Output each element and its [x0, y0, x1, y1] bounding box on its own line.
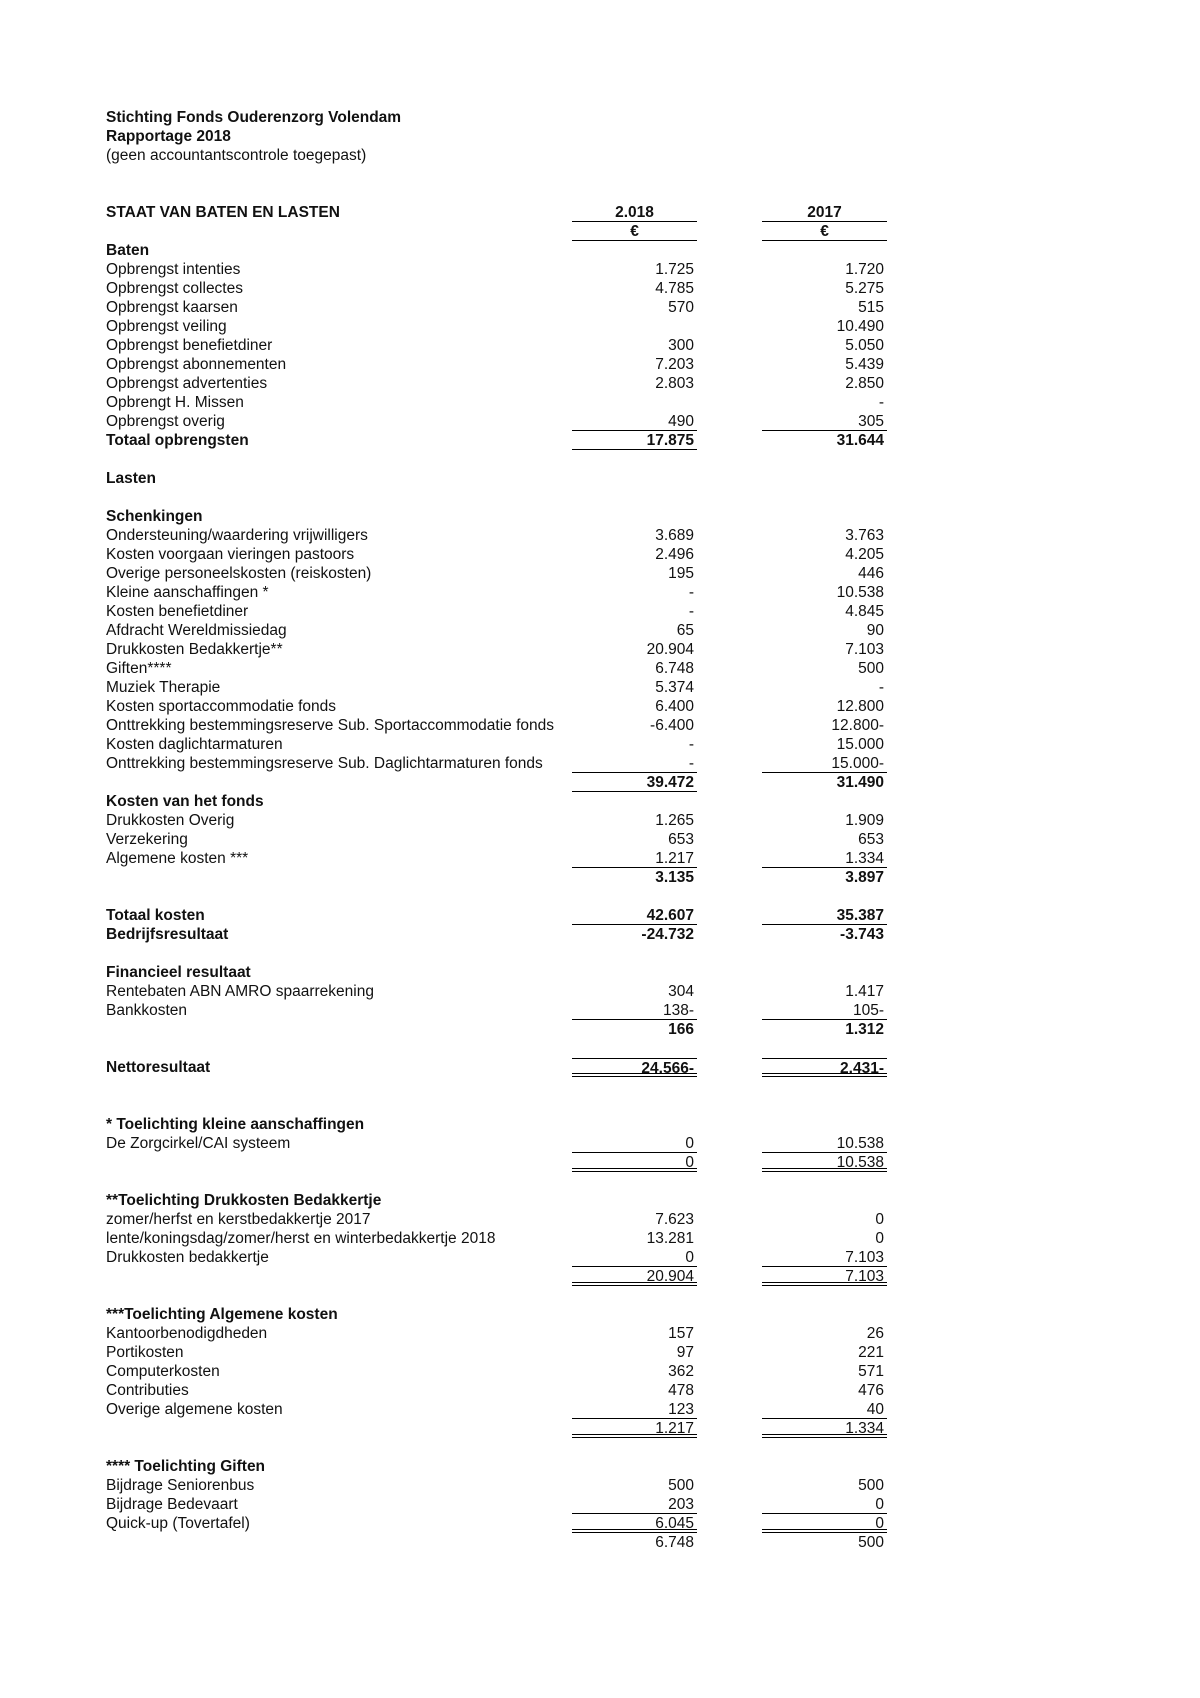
value-2017: 653: [858, 831, 884, 848]
row-label: **Toelichting Drukkosten Bedakkertje: [106, 1192, 382, 1209]
value-2018: 0: [572, 1153, 697, 1172]
statement-row: [106, 564, 886, 583]
statement-row: [106, 583, 886, 602]
statement-row: [106, 1476, 886, 1495]
value-2017: 2.850: [845, 375, 884, 392]
value-2017: 12.800: [836, 698, 884, 715]
report-title: Rapportage 2018: [106, 128, 231, 145]
value-2018: 0: [572, 1248, 697, 1267]
statement-row: [106, 1324, 886, 1343]
value-2017: 15.000-: [762, 754, 887, 773]
value-2017: 5.050: [845, 337, 884, 354]
row-label: Portikosten: [106, 1344, 184, 1361]
row-label: Kleine aanschaffingen *: [106, 584, 269, 601]
value-2017: 12.800-: [831, 717, 884, 734]
statement-subtotal-row: [106, 1077, 886, 1096]
row-label: Overige personeelskosten (reiskosten): [106, 565, 372, 582]
value-2018: 362: [668, 1363, 694, 1380]
row-label: Totaal opbrengsten: [106, 432, 249, 449]
statement-row: [106, 1058, 886, 1077]
value-2017: 105-: [762, 1001, 887, 1020]
statement-row: [106, 1495, 886, 1514]
row-label: Opbrengst abonnementen: [106, 356, 287, 373]
value-2017: 0: [762, 1495, 887, 1514]
statement-row: [106, 1248, 886, 1267]
statement-row: [106, 507, 886, 526]
statement-row: [106, 811, 886, 830]
value-2018: 7.623: [655, 1211, 694, 1228]
value-2017: 3.897: [845, 869, 884, 886]
column-header-2017: 2017: [762, 203, 887, 222]
statement-subtotal-row: [106, 1020, 886, 1039]
value-2018: 65: [676, 622, 694, 639]
statement-row: [106, 602, 886, 621]
value-2017: 221: [858, 1344, 884, 1361]
row-label: Totaal kosten: [106, 907, 205, 924]
value-2018: 304: [668, 983, 694, 1000]
row-label: Giften****: [106, 660, 172, 677]
value-2017: 446: [858, 565, 884, 582]
value-2017: 305: [762, 412, 887, 431]
statement-row: [106, 963, 886, 982]
statement-row: [106, 1305, 886, 1324]
value-2017: 1.417: [845, 983, 884, 1000]
value-2018: 157: [668, 1325, 694, 1342]
value-2017: 10.490: [836, 318, 884, 335]
row-label: Rentebaten ABN AMRO spaarrekening: [106, 983, 374, 1000]
statement-row: [106, 526, 886, 545]
statement-row: [106, 1229, 886, 1248]
statement-row: [106, 374, 886, 393]
value-2017: 1.334: [762, 849, 887, 868]
statement-row: [106, 716, 886, 735]
statement-row: [106, 925, 886, 944]
value-2018: 500: [668, 1477, 694, 1494]
value-2017: 476: [858, 1382, 884, 1399]
row-label: Opbrengst collectes: [106, 280, 243, 297]
row-label: Ondersteuning/waardering vrijwilligers: [106, 527, 368, 544]
value-2017: 1.334: [762, 1419, 887, 1438]
statement-row: [106, 1400, 886, 1419]
statement-row: [106, 1457, 886, 1476]
value-2018: -24.732: [641, 926, 694, 943]
row-label: * Toelichting kleine aanschaffingen: [106, 1116, 365, 1133]
row-label: lente/koningsdag/zomer/herst en winterbedakkertje 2018: [106, 1230, 496, 1247]
value-2018: 300: [668, 337, 694, 354]
row-label: Quick-up (Tovertafel): [106, 1515, 250, 1532]
statement-row: [106, 906, 886, 925]
statement-row: [106, 735, 886, 754]
row-label: Opbrengst benefietdiner: [106, 337, 273, 354]
value-2017: 1.312: [845, 1021, 884, 1038]
value-2018: -: [688, 736, 694, 753]
statement-subtotal-row: [106, 773, 886, 792]
row-label: Lasten: [106, 470, 156, 487]
row-label: Bankkosten: [106, 1002, 187, 1019]
value-2017: 1.720: [845, 261, 884, 278]
statement-row: [106, 792, 886, 811]
value-2017: 31.490: [836, 774, 884, 791]
value-2018: -: [688, 584, 694, 601]
statement-row: [106, 393, 886, 412]
statement-row: [106, 1514, 886, 1533]
statement-row: [106, 1381, 886, 1400]
statement-row: [106, 260, 886, 279]
value-2018: 7.203: [655, 356, 694, 373]
statement-subtotal-row: [106, 868, 886, 887]
value-2018: 4.785: [655, 280, 694, 297]
row-label: Bedrijfsresultaat: [106, 926, 229, 943]
row-label: Schenkingen: [106, 508, 203, 525]
statement-row: [106, 1001, 886, 1020]
row-label: Opbrengst intenties: [106, 261, 241, 278]
row-label: Opbrengst overig: [106, 413, 225, 430]
row-label: Drukkosten bedakkertje: [106, 1249, 269, 1266]
statement-row: [106, 298, 886, 317]
statement-row: [106, 317, 886, 336]
row-label: Afdracht Wereldmissiedag: [106, 622, 287, 639]
statement-row: [106, 1210, 886, 1229]
value-2017: -: [878, 394, 884, 411]
row-label: Drukkosten Bedakkertje**: [106, 641, 283, 658]
statement-subtotal-row: [106, 1172, 886, 1191]
value-2017: 7.103: [762, 1248, 887, 1267]
statement-row: [106, 431, 886, 450]
statement-subtotal-row: [106, 488, 886, 507]
statement-subtotal-row: [106, 1039, 886, 1058]
value-2018: 39.472: [572, 773, 697, 792]
value-2018: [572, 317, 697, 336]
row-label: Kantoorbenodigdheden: [106, 1325, 268, 1342]
value-2018: 166: [668, 1021, 694, 1038]
statement-title: STAAT VAN BATEN EN LASTEN: [106, 204, 340, 221]
row-label: Drukkosten Overig: [106, 812, 235, 829]
statement-row: [106, 982, 886, 1001]
row-label: Bijdrage Seniorenbus: [106, 1477, 255, 1494]
value-2018: 1.265: [655, 812, 694, 829]
currency-row: [106, 222, 886, 241]
row-label: Kosten daglichtarmaturen: [106, 736, 283, 753]
audit-note: (geen accountantscontrole toegepast): [106, 147, 367, 164]
value-2017: 4.845: [845, 603, 884, 620]
value-2017: 2.431-: [762, 1058, 887, 1077]
value-2018: 3.689: [655, 527, 694, 544]
statement-row: [106, 678, 886, 697]
row-label: Opbrengst veiling: [106, 318, 227, 335]
value-2018: [572, 393, 697, 412]
value-2017: 0: [762, 1514, 887, 1533]
statement-subtotal-row: [106, 1438, 886, 1457]
statement-row: [106, 336, 886, 355]
value-2018: 20.904: [646, 641, 694, 658]
value-2018: 6.045: [572, 1514, 697, 1533]
statement-row: [106, 545, 886, 564]
row-label: Opbrengst kaarsen: [106, 299, 238, 316]
statement-row: [106, 754, 886, 773]
statement-row: [106, 1343, 886, 1362]
statement-row: [106, 830, 886, 849]
statement-row: [106, 849, 886, 868]
value-2018: 6.748: [655, 1534, 694, 1551]
value-2017: 10.538: [762, 1153, 887, 1172]
value-2018: 3.135: [655, 869, 694, 886]
statement-row: [106, 469, 886, 488]
value-2018: 123: [572, 1400, 697, 1419]
value-2018: -: [572, 754, 697, 773]
statement-row: [106, 659, 886, 678]
row-label: De Zorgcirkel/CAI systeem: [106, 1135, 291, 1152]
value-2018: 2.803: [655, 375, 694, 392]
row-label: ***Toelichting Algemene kosten: [106, 1306, 338, 1323]
value-2018: 570: [668, 299, 694, 316]
value-2017: 1.909: [845, 812, 884, 829]
row-label: Opbrengt H. Missen: [106, 394, 244, 411]
row-label: Verzekering: [106, 831, 188, 848]
value-2017: -3.743: [840, 926, 884, 943]
currency-symbol: €: [572, 222, 697, 241]
value-2017: 10.538: [762, 1134, 887, 1153]
value-2018: 203: [572, 1495, 697, 1514]
value-2017: -: [878, 679, 884, 696]
value-2018: 195: [668, 565, 694, 582]
value-2018: 490: [572, 412, 697, 431]
value-2017: 26: [866, 1325, 884, 1342]
row-label: Bijdrage Bedevaart: [106, 1496, 238, 1513]
organization-name: Stichting Fonds Ouderenzorg Volendam: [106, 109, 402, 126]
statement-subtotal-row: [106, 887, 886, 906]
value-2018: 653: [668, 831, 694, 848]
value-2017: 5.275: [845, 280, 884, 297]
row-label: Contributies: [106, 1382, 189, 1399]
statement-row: [106, 1191, 886, 1210]
value-2018: -6.400: [650, 717, 694, 734]
value-2018: 0: [572, 1134, 697, 1153]
value-2017: 31.644: [836, 432, 884, 449]
row-label: Nettoresultaat: [106, 1059, 211, 1076]
value-2018: 5.374: [655, 679, 694, 696]
statement-subtotal-row: [106, 944, 886, 963]
statement-subtotal-row: [106, 450, 886, 469]
statement-row: [106, 1362, 886, 1381]
value-2017: 500: [858, 660, 884, 677]
statement-row: [106, 1115, 886, 1134]
statement-subtotal-row: [106, 1419, 886, 1438]
row-label: Algemene kosten ***: [106, 850, 249, 867]
statement-row: [106, 241, 886, 260]
value-2017: 0: [875, 1230, 884, 1247]
statement-row: [106, 279, 886, 298]
value-2017: 0: [875, 1211, 884, 1228]
statement-subtotal-row: [106, 1533, 886, 1552]
row-label: zomer/herfst en kerstbedakkertje 2017: [106, 1211, 371, 1228]
value-2018: 138-: [572, 1001, 697, 1020]
statement-row: [106, 697, 886, 716]
row-label: Muziek Therapie: [106, 679, 221, 696]
statement-subtotal-row: [106, 1286, 886, 1305]
value-2018: 1.725: [655, 261, 694, 278]
value-2017: 40: [762, 1400, 887, 1419]
value-2017: 3.763: [845, 527, 884, 544]
statement-row: [106, 355, 886, 374]
statement-subtotal-row: [106, 1096, 886, 1115]
statement-row: [106, 621, 886, 640]
value-2018: 17.875: [572, 431, 697, 450]
value-2017: 7.103: [845, 641, 884, 658]
value-2018: 6.748: [655, 660, 694, 677]
row-label: Onttrekking bestemmingsreserve Sub. Sportaccommodatie fonds: [106, 717, 554, 734]
statement-row: [106, 640, 886, 659]
value-2017: 90: [866, 622, 884, 639]
statement-row: [106, 1134, 886, 1153]
row-label: Opbrengst advertenties: [106, 375, 268, 392]
value-2017: 35.387: [762, 906, 887, 925]
value-2018: 24.566-: [572, 1058, 697, 1077]
value-2018: 97: [676, 1344, 694, 1361]
value-2017: 4.205: [845, 546, 884, 563]
value-2018: -: [688, 603, 694, 620]
statement-subtotal-row: [106, 1267, 886, 1286]
value-2018: 13.281: [646, 1230, 694, 1247]
value-2018: 478: [668, 1382, 694, 1399]
value-2017: 7.103: [762, 1267, 887, 1286]
row-label: Kosten voorgaan vieringen pastoors: [106, 546, 355, 563]
row-label: Computerkosten: [106, 1363, 220, 1380]
row-label: Kosten benefietdiner: [106, 603, 249, 620]
value-2018: 1.217: [572, 1419, 697, 1438]
value-2018: 1.217: [572, 849, 697, 868]
value-2017: 515: [858, 299, 884, 316]
statement-row: [106, 412, 886, 431]
value-2018: 42.607: [572, 906, 697, 925]
value-2017: 500: [858, 1477, 884, 1494]
value-2018: 2.496: [655, 546, 694, 563]
row-label: Kosten van het fonds: [106, 793, 264, 810]
row-label: Onttrekking bestemmingsreserve Sub. Daglichtarmaturen fonds: [106, 755, 543, 772]
value-2017: 10.538: [836, 584, 884, 601]
row-label: **** Toelichting Giften: [106, 1458, 266, 1475]
statement-subtotal-row: [106, 1153, 886, 1172]
value-2017: 15.000: [836, 736, 884, 753]
value-2017: 571: [858, 1363, 884, 1380]
value-2017: 500: [858, 1534, 884, 1551]
row-label: Kosten sportaccommodatie fonds: [106, 698, 337, 715]
row-label: Financieel resultaat: [106, 964, 251, 981]
currency-symbol: €: [762, 222, 887, 241]
value-2018: 20.904: [572, 1267, 697, 1286]
row-label: Baten: [106, 242, 150, 259]
statement-header: [106, 203, 886, 222]
row-label: Overige algemene kosten: [106, 1401, 283, 1418]
value-2017: 5.439: [845, 356, 884, 373]
column-header-2018: 2.018: [572, 203, 697, 222]
value-2018: 6.400: [655, 698, 694, 715]
